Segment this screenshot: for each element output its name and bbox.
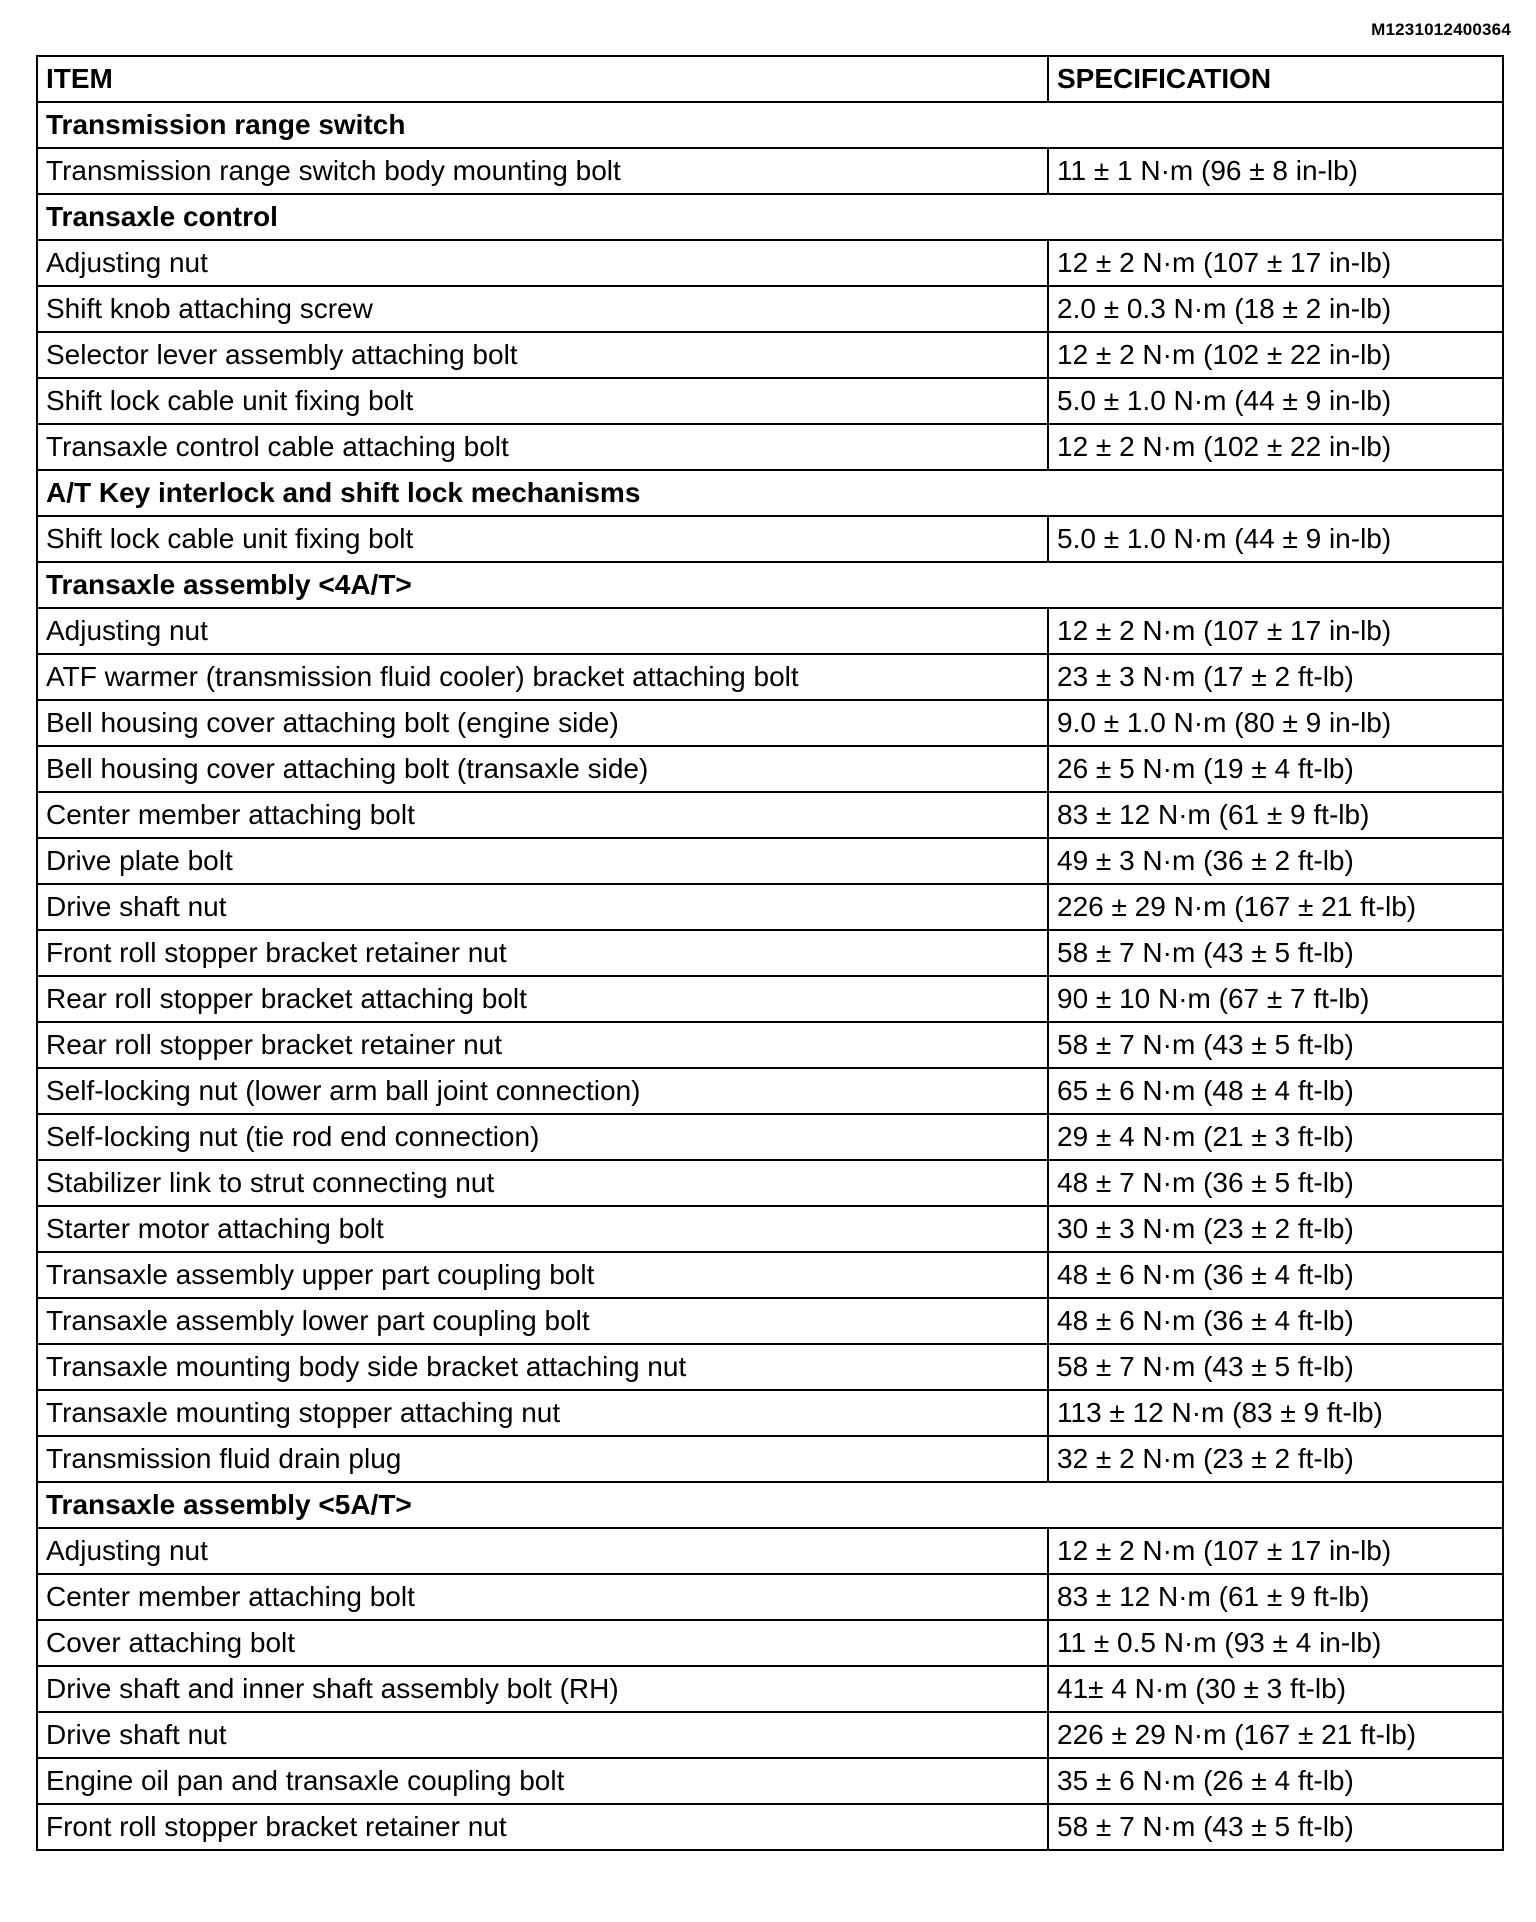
item-cell: Starter motor attaching bolt bbox=[37, 1206, 1048, 1252]
table-row bbox=[37, 1160, 1503, 1206]
table-row bbox=[37, 1804, 1503, 1850]
table-row bbox=[37, 1390, 1503, 1436]
table-row bbox=[37, 1574, 1503, 1620]
spec-cell: 11 ± 1 N·m (96 ± 8 in-lb) bbox=[1048, 148, 1503, 194]
spec-cell: 26 ± 5 N·m (19 ± 4 ft-lb) bbox=[1048, 746, 1503, 792]
spec-cell: 226 ± 29 N·m (167 ± 21 ft-lb) bbox=[1048, 1712, 1503, 1758]
spec-cell: 2.0 ± 0.3 N·m (18 ± 2 in-lb) bbox=[1048, 286, 1503, 332]
item-cell: Transaxle mounting stopper attaching nut bbox=[37, 1390, 1048, 1436]
table-row bbox=[37, 332, 1503, 378]
table-row bbox=[37, 1252, 1503, 1298]
item-cell: Engine oil pan and transaxle coupling bolt bbox=[37, 1758, 1048, 1804]
item-cell: Self-locking nut (lower arm ball joint connection) bbox=[37, 1068, 1048, 1114]
table-row bbox=[37, 1344, 1503, 1390]
item-cell: Bell housing cover attaching bolt (transaxle side) bbox=[37, 746, 1048, 792]
spec-cell: 49 ± 3 N·m (36 ± 2 ft-lb) bbox=[1048, 838, 1503, 884]
item-cell: Transmission range switch body mounting bolt bbox=[37, 148, 1048, 194]
item-cell: Stabilizer link to strut connecting nut bbox=[37, 1160, 1048, 1206]
spec-cell: 226 ± 29 N·m (167 ± 21 ft-lb) bbox=[1048, 884, 1503, 930]
table-row bbox=[37, 148, 1503, 194]
table-row bbox=[37, 424, 1503, 470]
item-cell: Front roll stopper bracket retainer nut bbox=[37, 1804, 1048, 1850]
spec-cell: 41± 4 N·m (30 ± 3 ft-lb) bbox=[1048, 1666, 1503, 1712]
table-row bbox=[37, 608, 1503, 654]
item-cell: Drive shaft and inner shaft assembly bolt (RH) bbox=[37, 1666, 1048, 1712]
item-cell: Transaxle assembly lower part coupling bolt bbox=[37, 1298, 1048, 1344]
item-cell: Center member attaching bolt bbox=[37, 792, 1048, 838]
table-body bbox=[37, 102, 1503, 1850]
table-row bbox=[37, 1114, 1503, 1160]
spec-cell: 48 ± 6 N·m (36 ± 4 ft-lb) bbox=[1048, 1298, 1503, 1344]
spec-cell: 32 ± 2 N·m (23 ± 2 ft-lb) bbox=[1048, 1436, 1503, 1482]
section-row bbox=[37, 562, 1503, 608]
section-title: Transaxle assembly <4A/T> bbox=[37, 562, 1503, 608]
section-title: Transaxle assembly <5A/T> bbox=[37, 1482, 1503, 1528]
item-cell: Adjusting nut bbox=[37, 240, 1048, 286]
section-title: Transmission range switch bbox=[37, 102, 1503, 148]
spec-cell: 29 ± 4 N·m (21 ± 3 ft-lb) bbox=[1048, 1114, 1503, 1160]
spec-cell: 12 ± 2 N·m (102 ± 22 in-lb) bbox=[1048, 332, 1503, 378]
document-id: M1231012400364 bbox=[1371, 20, 1511, 39]
spec-cell: 12 ± 2 N·m (107 ± 17 in-lb) bbox=[1048, 1528, 1503, 1574]
table-row bbox=[37, 1298, 1503, 1344]
spec-cell: 48 ± 7 N·m (36 ± 5 ft-lb) bbox=[1048, 1160, 1503, 1206]
spec-cell: 58 ± 7 N·m (43 ± 5 ft-lb) bbox=[1048, 1804, 1503, 1850]
spec-cell: 83 ± 12 N·m (61 ± 9 ft-lb) bbox=[1048, 792, 1503, 838]
section-row bbox=[37, 102, 1503, 148]
item-cell: Self-locking nut (tie rod end connection) bbox=[37, 1114, 1048, 1160]
table-row bbox=[37, 1206, 1503, 1252]
item-cell: Rear roll stopper bracket retainer nut bbox=[37, 1022, 1048, 1068]
spec-cell: 12 ± 2 N·m (107 ± 17 in-lb) bbox=[1048, 240, 1503, 286]
spec-cell: 23 ± 3 N·m (17 ± 2 ft-lb) bbox=[1048, 654, 1503, 700]
table-row bbox=[37, 1436, 1503, 1482]
specification-column-header: SPECIFICATION bbox=[1048, 56, 1503, 102]
spec-cell: 58 ± 7 N·m (43 ± 5 ft-lb) bbox=[1048, 930, 1503, 976]
section-row bbox=[37, 470, 1503, 516]
table-row bbox=[37, 976, 1503, 1022]
table-row bbox=[37, 1758, 1503, 1804]
table-row bbox=[37, 240, 1503, 286]
item-cell: Drive plate bolt bbox=[37, 838, 1048, 884]
spec-cell: 58 ± 7 N·m (43 ± 5 ft-lb) bbox=[1048, 1022, 1503, 1068]
item-cell: Drive shaft nut bbox=[37, 884, 1048, 930]
table-row bbox=[37, 930, 1503, 976]
table-row bbox=[37, 1666, 1503, 1712]
table-row bbox=[37, 286, 1503, 332]
table-row bbox=[37, 884, 1503, 930]
item-cell: Transmission fluid drain plug bbox=[37, 1436, 1048, 1482]
spec-cell: 30 ± 3 N·m (23 ± 2 ft-lb) bbox=[1048, 1206, 1503, 1252]
spec-cell: 11 ± 0.5 N·m (93 ± 4 in-lb) bbox=[1048, 1620, 1503, 1666]
table-row bbox=[37, 792, 1503, 838]
spec-cell: 48 ± 6 N·m (36 ± 4 ft-lb) bbox=[1048, 1252, 1503, 1298]
table-row bbox=[37, 1022, 1503, 1068]
item-cell: Shift knob attaching screw bbox=[37, 286, 1048, 332]
item-cell: Drive shaft nut bbox=[37, 1712, 1048, 1758]
item-cell: Adjusting nut bbox=[37, 608, 1048, 654]
item-cell: Transaxle control cable attaching bolt bbox=[37, 424, 1048, 470]
spec-cell: 12 ± 2 N·m (102 ± 22 in-lb) bbox=[1048, 424, 1503, 470]
item-cell: Selector lever assembly attaching bolt bbox=[37, 332, 1048, 378]
item-cell: Adjusting nut bbox=[37, 1528, 1048, 1574]
table-row bbox=[37, 1712, 1503, 1758]
item-column-header: ITEM bbox=[37, 56, 1048, 102]
table-row bbox=[37, 1620, 1503, 1666]
table-header-row bbox=[37, 56, 1503, 102]
section-title: A/T Key interlock and shift lock mechanisms bbox=[37, 470, 1503, 516]
item-cell: Cover attaching bolt bbox=[37, 1620, 1048, 1666]
spec-cell: 113 ± 12 N·m (83 ± 9 ft-lb) bbox=[1048, 1390, 1503, 1436]
item-cell: ATF warmer (transmission fluid cooler) bracket attaching bolt bbox=[37, 654, 1048, 700]
section-row bbox=[37, 1482, 1503, 1528]
item-cell: Shift lock cable unit fixing bolt bbox=[37, 516, 1048, 562]
table-row bbox=[37, 378, 1503, 424]
table-row bbox=[37, 1068, 1503, 1114]
table-row bbox=[37, 516, 1503, 562]
item-cell: Rear roll stopper bracket attaching bolt bbox=[37, 976, 1048, 1022]
item-cell: Front roll stopper bracket retainer nut bbox=[37, 930, 1048, 976]
spec-cell: 5.0 ± 1.0 N·m (44 ± 9 in-lb) bbox=[1048, 378, 1503, 424]
section-row bbox=[37, 194, 1503, 240]
item-cell: Bell housing cover attaching bolt (engine side) bbox=[37, 700, 1048, 746]
spec-cell: 58 ± 7 N·m (43 ± 5 ft-lb) bbox=[1048, 1344, 1503, 1390]
table-row bbox=[37, 1528, 1503, 1574]
spec-cell: 5.0 ± 1.0 N·m (44 ± 9 in-lb) bbox=[1048, 516, 1503, 562]
spec-cell: 90 ± 10 N·m (67 ± 7 ft-lb) bbox=[1048, 976, 1503, 1022]
table-row bbox=[37, 838, 1503, 884]
torque-spec-table bbox=[36, 55, 1504, 1851]
item-cell: Shift lock cable unit fixing bolt bbox=[37, 378, 1048, 424]
spec-cell: 9.0 ± 1.0 N·m (80 ± 9 in-lb) bbox=[1048, 700, 1503, 746]
item-cell: Transaxle assembly upper part coupling bolt bbox=[37, 1252, 1048, 1298]
item-cell: Transaxle mounting body side bracket attaching nut bbox=[37, 1344, 1048, 1390]
spec-cell: 65 ± 6 N·m (48 ± 4 ft-lb) bbox=[1048, 1068, 1503, 1114]
table-row bbox=[37, 700, 1503, 746]
table-row bbox=[37, 746, 1503, 792]
spec-cell: 83 ± 12 N·m (61 ± 9 ft-lb) bbox=[1048, 1574, 1503, 1620]
item-cell: Center member attaching bolt bbox=[37, 1574, 1048, 1620]
spec-cell: 35 ± 6 N·m (26 ± 4 ft-lb) bbox=[1048, 1758, 1503, 1804]
spec-cell: 12 ± 2 N·m (107 ± 17 in-lb) bbox=[1048, 608, 1503, 654]
section-title: Transaxle control bbox=[37, 194, 1503, 240]
table-row bbox=[37, 654, 1503, 700]
